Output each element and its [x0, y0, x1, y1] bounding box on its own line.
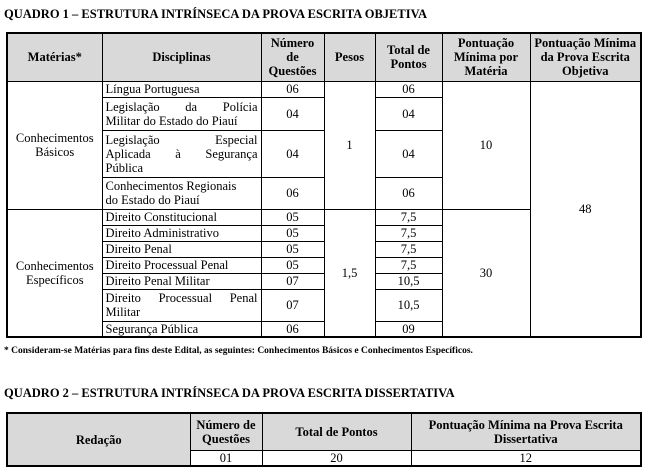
header-pontuacao-minima-dissertativa: Pontuação Mínima na Prova Escrita Dissertativa: [411, 413, 641, 451]
pontos-cell: 7,5: [375, 241, 442, 257]
pontos-cell: 20: [262, 451, 411, 467]
disciplina-cell: Língua Portuguesa: [102, 81, 261, 97]
disciplina-cell: Direito Administrativo: [102, 225, 261, 241]
questoes-cell: 04: [261, 97, 324, 130]
materia-cell: Conhecimentos Específicos: [7, 209, 102, 337]
questoes-cell: 05: [261, 225, 324, 241]
peso-cell: 1,5: [324, 209, 375, 337]
pontos-cell: 06: [375, 177, 442, 209]
questoes-cell: 07: [261, 289, 324, 321]
pontos-cell: 06: [375, 81, 442, 97]
pontos-cell: 10,5: [375, 289, 442, 321]
pontos-cell: 04: [375, 130, 442, 177]
disciplina-line: Direito Processual Penal: [105, 291, 258, 305]
disciplina-line: Militar do Estado do Piauí: [105, 113, 238, 128]
header-redacao: Redação: [7, 413, 190, 466]
header-total-pontos: Total de Pontos: [375, 33, 442, 81]
quadro2-title: QUADRO 2 – ESTRUTURA INTRÍNSECA DA PROVA ESCRITA DISSERTATIVA: [4, 386, 455, 400]
table-row: [7, 81, 641, 97]
disciplina-line: do Estado do Piauí: [105, 193, 200, 207]
disciplina-cell: Direito Penal Militar: [102, 273, 261, 289]
quadro2-table: [6, 412, 642, 467]
disciplina-cell: [102, 177, 261, 209]
header-total-pontos: Total de Pontos: [262, 413, 411, 451]
disciplina-line: Aplicada à Segurança: [105, 146, 258, 161]
disciplina-line: Legislação Especial: [105, 132, 258, 147]
quadro1-table: [6, 32, 642, 338]
materia-cell: Conhecimentos Básicos: [7, 81, 102, 209]
pontos-cell: 7,5: [375, 225, 442, 241]
quadro1-footnote: * Consideram-se Matérias para fins deste Edital, as seguintes: Conhecimentos Básicos e Conhecimentos Específicos.: [4, 346, 473, 356]
pontos-cell: 10,5: [375, 273, 442, 289]
quadro1-header-row: [7, 33, 641, 81]
header-pesos: Pesos: [324, 33, 375, 81]
questoes-cell: 05: [261, 257, 324, 273]
quadro2-header-row: [7, 413, 641, 451]
header-pontuacao-minima-prova: Pontuação Mínima da Prova Escrita Objetiva: [530, 33, 641, 81]
questoes-cell: 05: [261, 209, 324, 225]
disciplina-cell: Segurança Pública: [102, 321, 261, 337]
questoes-cell: 06: [261, 321, 324, 337]
header-numero-questoes: Número de Questões: [190, 413, 262, 451]
disciplina-line: Pública: [105, 160, 143, 175]
disciplina-cell: Direito Constitucional: [102, 209, 261, 225]
quadro1-title: QUADRO 1 – ESTRUTURA INTRÍNSECA DA PROVA ESCRITA OBJETIVA: [4, 7, 428, 21]
header-numero-questoes: Número de Questões: [261, 33, 324, 81]
questoes-cell: 07: [261, 273, 324, 289]
disciplina-line: Conhecimentos Regionais: [105, 179, 237, 193]
header-disciplinas: Disciplinas: [102, 33, 261, 81]
pontos-cell: 7,5: [375, 257, 442, 273]
questoes-cell: 01: [190, 451, 262, 467]
disciplina-line: Legislação da Polícia: [105, 99, 258, 114]
disciplina-cell: Direito Processual Penal: [102, 257, 261, 273]
disciplina-cell: [102, 97, 261, 130]
peso-cell: 1: [324, 81, 375, 209]
header-pontuacao-minima-materia: Pontuação Mínima por Matéria: [442, 33, 530, 81]
pontuacao-minima-materia-cell: 10: [442, 81, 530, 209]
questoes-cell: 04: [261, 130, 324, 177]
disciplina-cell: [102, 289, 261, 321]
disciplina-cell: Direito Penal: [102, 241, 261, 257]
header-materias: Matérias*: [7, 33, 102, 81]
questoes-cell: 06: [261, 177, 324, 209]
pontuacao-minima-materia-cell: 30: [442, 209, 530, 337]
pontos-cell: 09: [375, 321, 442, 337]
questoes-cell: 05: [261, 241, 324, 257]
pontuacao-minima-cell: 12: [411, 451, 641, 467]
pontos-cell: 7,5: [375, 209, 442, 225]
disciplina-line: Militar: [105, 305, 141, 319]
pontuacao-minima-prova-cell: 48: [530, 81, 641, 337]
pontos-cell: 04: [375, 97, 442, 130]
questoes-cell: 06: [261, 81, 324, 97]
disciplina-cell: [102, 130, 261, 177]
